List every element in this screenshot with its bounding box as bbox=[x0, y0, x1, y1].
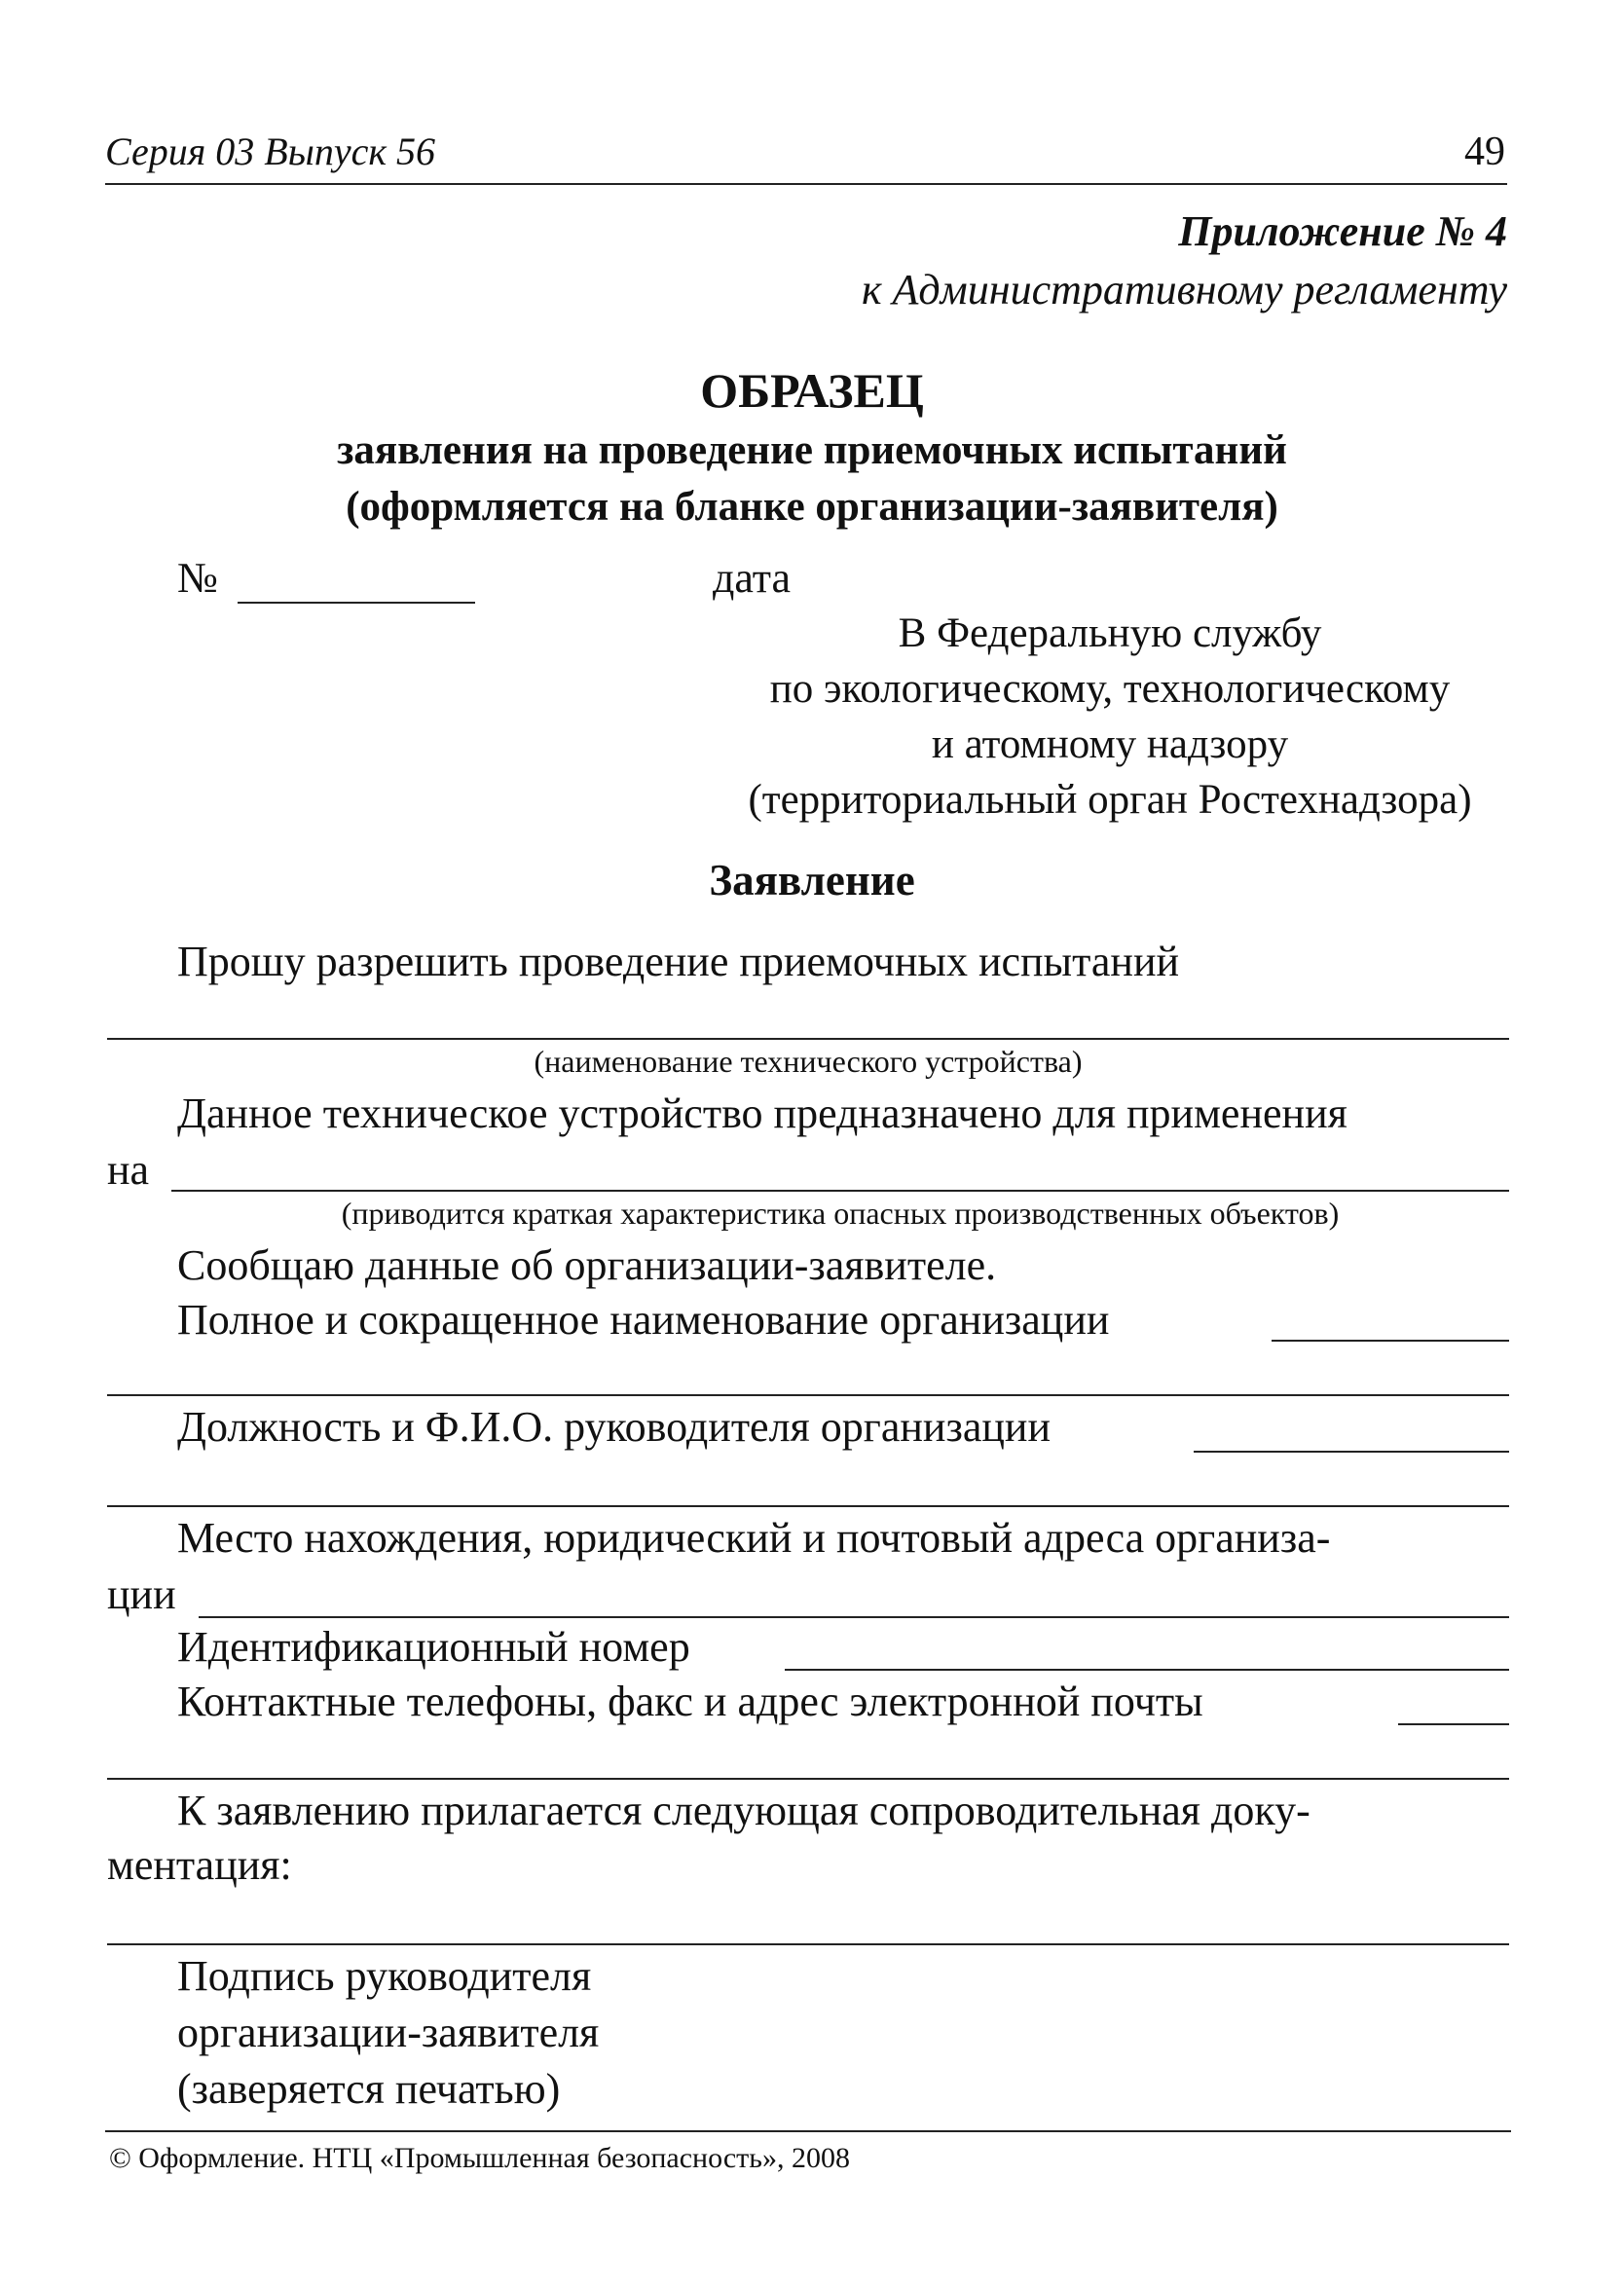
address-field[interactable] bbox=[199, 1616, 1509, 1618]
attachments-label: К заявлению прилагается следующая сопроводительная доку- bbox=[177, 1787, 1310, 1834]
running-header bbox=[105, 125, 1507, 185]
request-text: Прошу разрешить проведение приемочных испытаний bbox=[177, 938, 1180, 985]
series-label: Серия 03 Выпуск 56 bbox=[105, 129, 436, 173]
device-name-hint: (наименование технического устройства) bbox=[534, 1044, 1083, 1079]
addressee-line: (территориальный орган Ростехнадзора) bbox=[748, 777, 1472, 823]
address-label: Место нахождения, юридический и почтовый адреса организа- bbox=[177, 1514, 1331, 1562]
head-name-label: Должность и Ф.И.О. руководителя организации bbox=[177, 1403, 1051, 1451]
addressee-line: В Федеральную службу bbox=[898, 610, 1322, 656]
purpose-on-label: на bbox=[107, 1146, 150, 1194]
attachments-label-cont: ментация: bbox=[107, 1841, 292, 1889]
attachments-field[interactable] bbox=[107, 1943, 1509, 1945]
appendix-reference: к Административному регламенту bbox=[861, 266, 1507, 314]
signature-note: (заверяется печатью) bbox=[177, 2065, 561, 2113]
number-field[interactable] bbox=[238, 602, 475, 604]
footer-copyright: © Оформление. НТЦ «Промышленная безопасность», 2008 bbox=[109, 2142, 850, 2174]
org-info-text: Сообщаю данные об организации-заявителе. bbox=[177, 1241, 997, 1289]
page-number: 49 bbox=[1464, 129, 1505, 174]
id-number-label: Идентификационный номер bbox=[177, 1623, 690, 1671]
device-name-field[interactable] bbox=[107, 1038, 1509, 1040]
number-label: № bbox=[177, 554, 218, 602]
head-name-field[interactable] bbox=[1194, 1451, 1509, 1453]
contacts-field[interactable] bbox=[1398, 1723, 1509, 1725]
addressee-line: по экологическому, технологическому bbox=[769, 666, 1451, 712]
contacts-field-cont[interactable] bbox=[107, 1778, 1509, 1780]
purpose-field[interactable] bbox=[171, 1190, 1509, 1192]
addressee-block bbox=[672, 606, 1548, 828]
org-name-label: Полное и сокращенное наименование организации bbox=[177, 1296, 1110, 1344]
contacts-label: Контактные телефоны, факс и адрес электронной почты bbox=[177, 1678, 1203, 1725]
id-number-field[interactable] bbox=[785, 1669, 1509, 1671]
date-label: дата bbox=[713, 554, 792, 602]
signature-label-cont: организации-заявителя bbox=[177, 2009, 600, 2056]
purpose-hint: (приводится краткая характеристика опасных производственных объектов) bbox=[341, 1196, 1340, 1231]
appendix-number: Приложение № 4 bbox=[1178, 207, 1507, 255]
org-name-field-cont[interactable] bbox=[107, 1394, 1509, 1396]
head-name-field-cont[interactable] bbox=[107, 1505, 1509, 1507]
addressee-line: и атомному надзору bbox=[931, 721, 1289, 767]
signature-label: Подпись руководителя bbox=[177, 1952, 592, 2000]
document-subtitle-note: (оформляется на бланке организации-заявителя) bbox=[346, 484, 1278, 530]
footer-divider bbox=[105, 2130, 1511, 2132]
org-name-field[interactable] bbox=[1272, 1340, 1509, 1342]
purpose-text: Данное техническое устройство предназначено для применения bbox=[177, 1089, 1347, 1137]
document-subtitle: заявления на проведение приемочных испытаний bbox=[337, 427, 1287, 473]
address-label-cont: ции bbox=[107, 1570, 176, 1618]
form-heading: Заявление bbox=[709, 856, 915, 904]
document-title: ОБРАЗЕЦ bbox=[700, 363, 924, 418]
